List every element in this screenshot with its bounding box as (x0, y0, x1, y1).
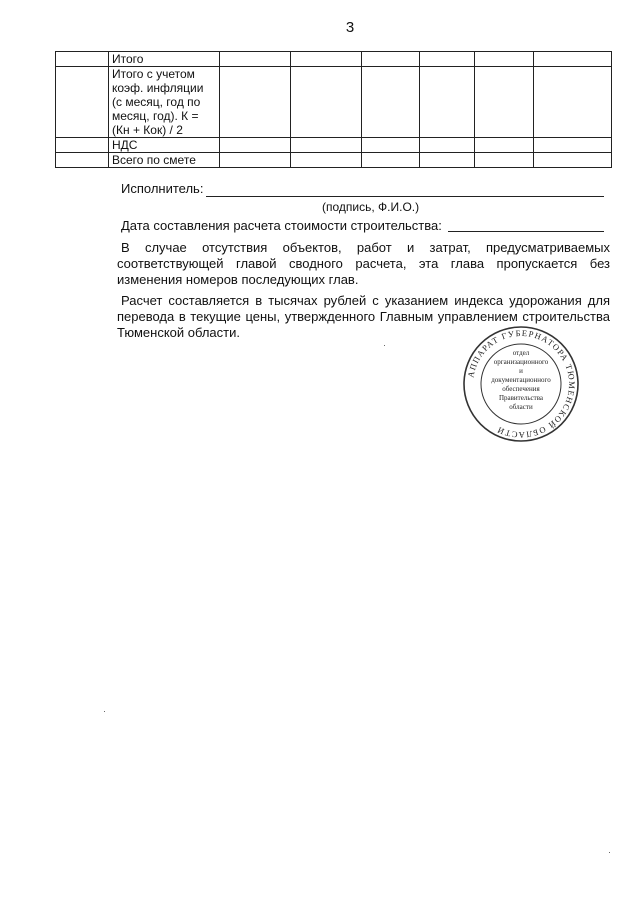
row-label: НДС (109, 138, 220, 153)
scan-speck (104, 711, 105, 712)
executor-label: Исполнитель: (121, 181, 204, 196)
seal-center-text: отдел организационного и документационного обеспечения Правительства области (491, 349, 551, 411)
table-row (56, 52, 612, 67)
seal-ring-text: АППАРАТ ГУБЕРНАТОРА ТЮМЕНСКОЙ ОБЛАСТИ (465, 327, 578, 441)
table-row (56, 138, 612, 153)
official-seal (462, 325, 580, 443)
date-line (448, 231, 604, 232)
signature-line (206, 196, 604, 197)
paragraph-price-index: Расчет составляется в тысячах рублей с указанием индекса удорожания для перевода в текущие цены, утвержденного Главным управлением строительства Тюменской области. (117, 293, 610, 340)
row-label: Итого с учетом коэф. инфляции (с месяц, год по месяц, год). К = (Кн + Кок) / 2 (109, 67, 220, 138)
page-number: 3 (345, 19, 355, 36)
estimate-table (55, 51, 612, 168)
row-label: Всего по смете (109, 153, 220, 168)
table-row (56, 153, 612, 168)
scan-speck (384, 345, 385, 346)
table-row (56, 67, 612, 138)
row-label: Итого (109, 52, 220, 67)
paragraph-missing-chapters: В случае отсутствия объектов, работ и затрат, предусматриваемых соответствующей главой сводного расчета, эта глава пропускается без изменения номеров последующих глав. (117, 240, 610, 287)
scan-speck (609, 852, 610, 853)
signature-caption: (подпись, Ф.И.О.) (322, 200, 420, 214)
date-label: Дата составления расчета стоимости строительства: (121, 218, 442, 233)
